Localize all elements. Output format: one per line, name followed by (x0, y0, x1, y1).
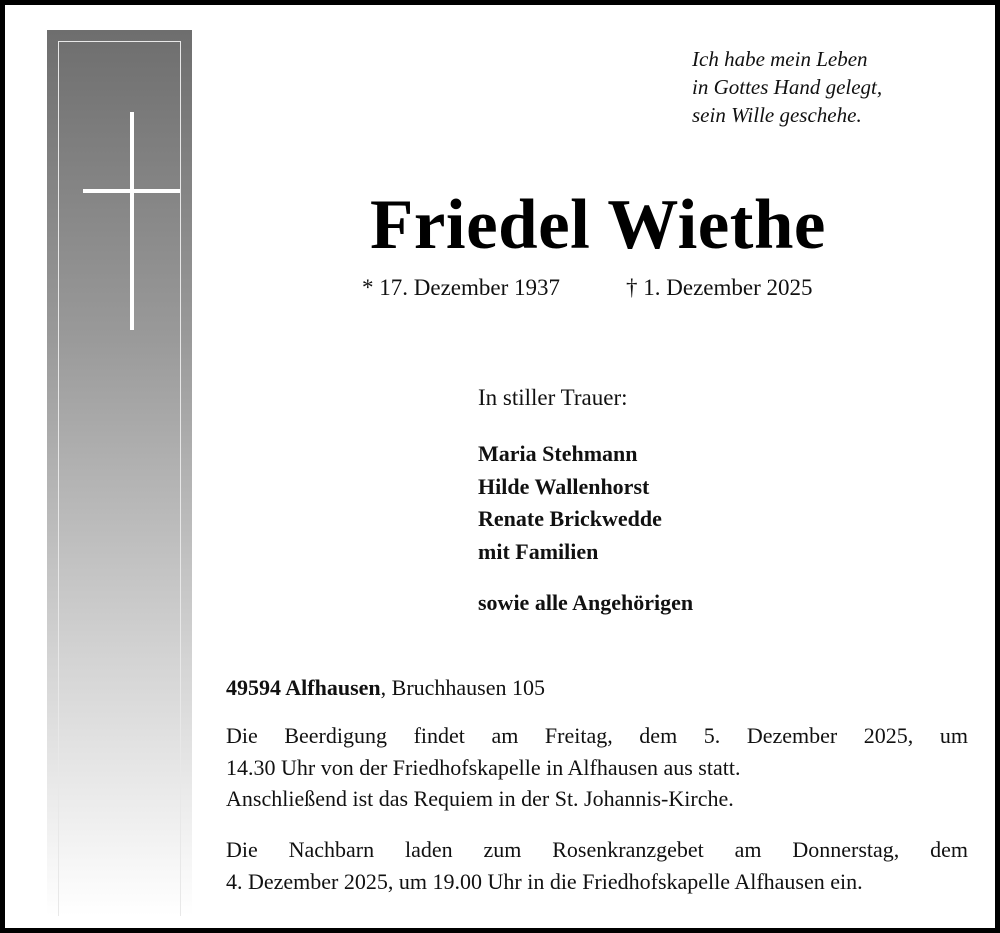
funeral-line: Anschließend ist das Requiem in der St. Johannis-Kirche. (226, 786, 734, 811)
motto-line: in Gottes Hand gelegt, (692, 75, 883, 99)
rosary-line: Die Nachbarn laden zum Rosenkranzgebet am Donnerstag, dem (226, 837, 968, 862)
cross-vertical-beam (130, 112, 134, 330)
cross-horizontal-beam (83, 189, 180, 193)
motto-line: sein Wille geschehe. (692, 103, 862, 127)
deceased-name: Friedel Wiethe (370, 186, 826, 264)
rosary-line: 4. Dezember 2025, um 19.00 Uhr in die Friedhofskapelle Alfhausen ein. (226, 868, 863, 894)
address-line (226, 673, 545, 703)
funeral-paragraph (226, 720, 968, 815)
side-panel-border (58, 41, 181, 916)
motto-line: Ich habe mein Leben (692, 47, 868, 71)
motto-quote (692, 45, 882, 129)
address-street: , Bruchhausen 105 (380, 675, 546, 700)
mourner-name: Renate Brickwedde (478, 506, 662, 531)
mourner-name: mit Familien (478, 538, 599, 564)
rosary-paragraph (226, 834, 968, 897)
death-date: † 1. Dezember 2025 (626, 275, 813, 300)
mourner-name: Hilde Wallenhorst (478, 473, 650, 499)
relatives-line: sowie alle Angehörigen (478, 590, 694, 615)
funeral-line: 14.30 Uhr von der Friedhofskapelle in Alfhausen aus statt. (226, 754, 741, 780)
mourner-name: Maria Stehmann (478, 441, 638, 466)
mourning-intro: In stiller Trauer: (478, 385, 628, 410)
birth-date: * 17. Dezember 1937 (362, 275, 560, 300)
funeral-line: Die Beerdigung findet am Freitag, dem 5. Dezember 2025, um (226, 723, 968, 748)
address-place: 49594 Alfhausen (226, 675, 381, 700)
gradient-side-panel (47, 30, 192, 916)
mourners-list (478, 438, 662, 568)
